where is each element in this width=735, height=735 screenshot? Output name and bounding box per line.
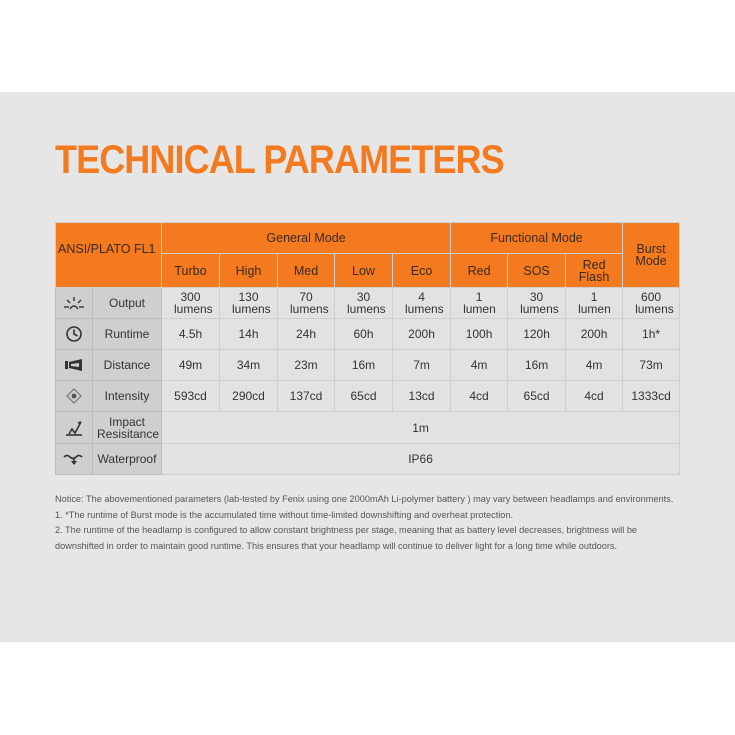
table-cell: 30 lumens (508, 288, 566, 319)
table-row-output (56, 288, 680, 319)
note-1: 1. *The runtime of Burst mode is the accumulated time without time-limited downshifting and overheat protection. (55, 509, 514, 520)
table-cell: 60h (335, 319, 393, 350)
table-row-impact (56, 412, 680, 444)
mode-header: Turbo (162, 254, 220, 288)
table-cell: 200h (566, 319, 623, 350)
table-cell: 1 lumen (451, 288, 508, 319)
table-cell: 14h (220, 319, 278, 350)
waterproof-icon (56, 444, 93, 475)
intensity-diamond-icon (56, 381, 93, 412)
table-cell: 13cd (393, 381, 451, 412)
table-cell-merged: 1m (162, 412, 680, 444)
table-cell: 65cd (508, 381, 566, 412)
table-cell: 73m (623, 350, 680, 381)
table-cell: 290cd (220, 381, 278, 412)
table-cell: 120h (508, 319, 566, 350)
table-cell: 34m (220, 350, 278, 381)
parameters-table (55, 222, 680, 475)
mode-header: Red (451, 254, 508, 288)
table-cell: 49m (162, 350, 220, 381)
row-label: Impact Resisitance (93, 412, 162, 444)
table-cell-merged: IP66 (162, 444, 680, 475)
mode-header: High (220, 254, 278, 288)
table-row-distance (56, 350, 680, 381)
mode-header: Eco (393, 254, 451, 288)
mode-header: Med (278, 254, 335, 288)
table-cell: 200h (393, 319, 451, 350)
row-label: Runtime (93, 319, 162, 350)
table-cell: 4cd (566, 381, 623, 412)
row-label: Output (93, 288, 162, 319)
table-cell: 16m (508, 350, 566, 381)
table-row-runtime (56, 319, 680, 350)
table-cell: 4m (451, 350, 508, 381)
table-row-intensity (56, 381, 680, 412)
group-burst-mode: Burst Mode (623, 223, 680, 288)
table-cell: 30 lumens (335, 288, 393, 319)
table-cell: 7m (393, 350, 451, 381)
row-label: Intensity (93, 381, 162, 412)
mode-header: Red Flash (566, 254, 623, 288)
clock-icon (56, 319, 93, 350)
table-cell: 1333cd (623, 381, 680, 412)
notes-section (55, 492, 681, 554)
impact-drop-icon (56, 412, 93, 444)
table-cell: 593cd (162, 381, 220, 412)
table-row-waterproof (56, 444, 680, 475)
table-cell: 137cd (278, 381, 335, 412)
page-title: TECHNICAL PARAMETERS (55, 138, 504, 182)
table-cell: 130 lumens (220, 288, 278, 319)
mode-header: SOS (508, 254, 566, 288)
table-cell: 600 lumens (623, 288, 680, 319)
beam-distance-icon (56, 350, 93, 381)
table-cell: 4m (566, 350, 623, 381)
mode-header: Low (335, 254, 393, 288)
table-cell: 4cd (451, 381, 508, 412)
table-cell: 300 lumens (162, 288, 220, 319)
output-burst-icon (56, 288, 93, 319)
table-cell: 4 lumens (393, 288, 451, 319)
corner-label: ANSI/PLATO FL1 (56, 223, 162, 288)
row-label: Waterproof (93, 444, 162, 475)
table-cell: 24h (278, 319, 335, 350)
table-cell: 100h (451, 319, 508, 350)
table-cell: 65cd (335, 381, 393, 412)
table-cell: 1 lumen (566, 288, 623, 319)
notice-text: Notice: The abovementioned parameters (lab-tested by Fenix using one 2000mAh Li-polymer battery ) may vary between headlamps and environments. (55, 494, 674, 504)
row-label: Distance (93, 350, 162, 381)
group-general-mode: General Mode (162, 223, 451, 254)
table-cell: 70 lumens (278, 288, 335, 319)
group-functional-mode: Functional Mode (451, 223, 623, 254)
table-cell: 16m (335, 350, 393, 381)
note-2: 2. The runtime of the headlamp is configured to allow constant brightness per stage, meaning that as battery level decreases, brightness will be downshifted in order to maintain good runtime. This ensures that your headlamp will continue to deliver light for a long time while outdoors. (55, 525, 638, 551)
table-cell: 23m (278, 350, 335, 381)
table-cell: 4.5h (162, 319, 220, 350)
table-cell: 1h* (623, 319, 680, 350)
